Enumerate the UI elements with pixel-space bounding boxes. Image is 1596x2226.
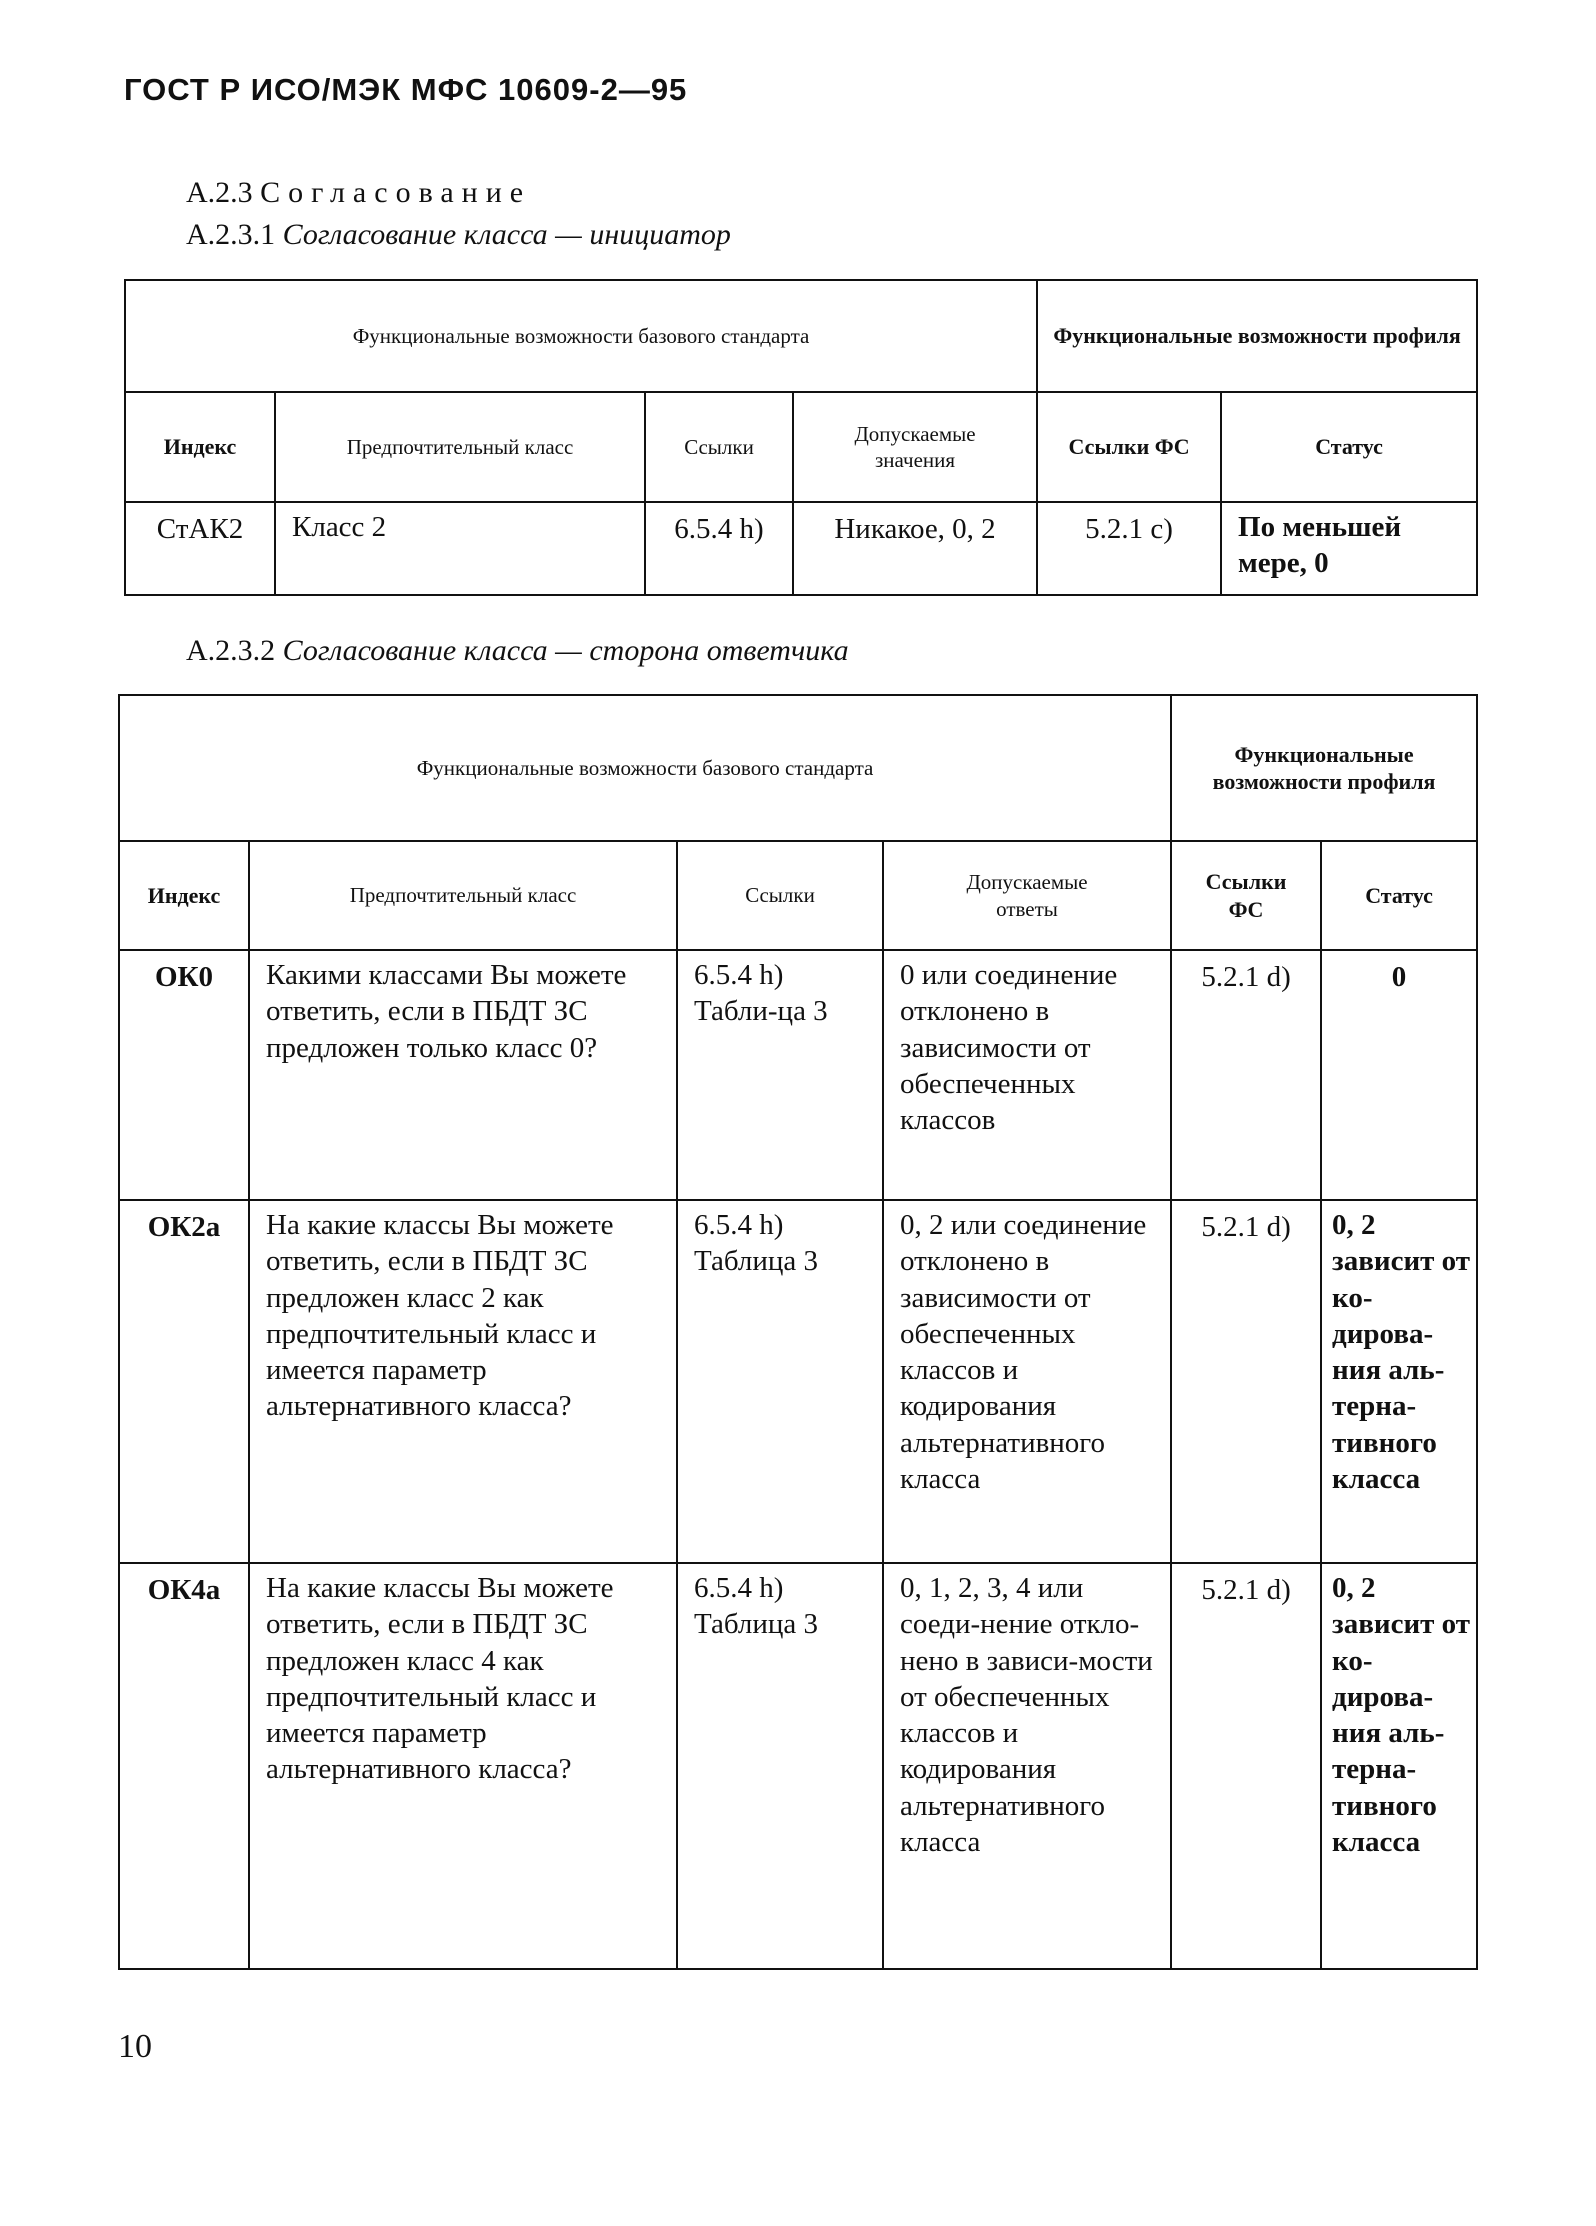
table2-col-class: Предпочтительный класс <box>249 841 677 950</box>
table1-cell-fs-refs: 5.2.1 c) <box>1037 502 1221 595</box>
table1-col-status: Статус <box>1221 392 1477 502</box>
table2-cell-refs: 6.5.4 h) Таблица 3 <box>677 1200 883 1563</box>
table2-cell-class: На какие классы Вы можете ответить, если в ПБДТ ЗС предложен класс 4 как предпочтительный класс и имеется параметр альтернативного класса? <box>249 1563 677 1969</box>
subsection-2-heading <box>186 634 849 668</box>
table1-col-fs-refs: Ссылки ФС <box>1037 392 1221 502</box>
table2-cell-status: 0 <box>1321 950 1477 1200</box>
table2-cell-answers: 0, 1, 2, 3, 4 или соеди-нение откло-нено в зависи-мости от обеспеченных классов и кодирования альтернативного класса <box>883 1563 1171 1969</box>
subsection-1-title: Согласование класса — инициатор <box>282 218 731 251</box>
class-negotiation-responder-table <box>118 694 1478 1970</box>
table-row <box>119 1200 1477 1563</box>
table2-cell-fs-refs: 5.2.1 d) <box>1171 950 1321 1200</box>
table2-cell-index: ОК2а <box>119 1200 249 1563</box>
table1-col-refs: Ссылки <box>645 392 793 502</box>
page-number: 10 <box>118 2028 152 2065</box>
table-row <box>119 950 1477 1200</box>
section-number: А.2.3 <box>186 176 253 209</box>
table2-cell-status: 0, 2 зависит от ко-дирова-ния аль-терна-тивного класса <box>1321 1563 1477 1969</box>
table1-group-base: Функциональные возможности базового стандарта <box>125 280 1037 392</box>
table2-col-answers: Допускаемые ответы <box>883 841 1171 950</box>
table2-cell-answers: 0, 2 или соединение отклонено в зависимости от обеспеченных классов и кодирования альтернативного класса <box>883 1200 1171 1563</box>
table-row <box>125 502 1477 595</box>
table2-cell-fs-refs: 5.2.1 d) <box>1171 1200 1321 1563</box>
table2-col-status: Статус <box>1321 841 1477 950</box>
section-title: Согласование <box>260 176 532 209</box>
table-row <box>119 1563 1477 1969</box>
table2-cell-fs-refs: 5.2.1 d) <box>1171 1563 1321 1969</box>
table1-cell-values: Никакое, 0, 2 <box>793 502 1037 595</box>
table2-col-fs-refs: Ссылки ФС <box>1171 841 1321 950</box>
subsection-1-heading <box>186 218 731 252</box>
table2-cell-refs: 6.5.4 h) Таблица 3 <box>677 1563 883 1969</box>
table2-cell-index: ОК4а <box>119 1563 249 1969</box>
document-header: ГОСТ Р ИСО/МЭК МФС 10609-2—95 <box>124 72 688 107</box>
table1-col-class: Предпочтительный класс <box>275 392 645 502</box>
table2-col-index: Индекс <box>119 841 249 950</box>
table1-col-values: Допускаемые значения <box>793 392 1037 502</box>
table2-cell-class: Какими классами Вы можете ответить, если в ПБДТ ЗС предложен только класс 0? <box>249 950 677 1200</box>
table2-cell-status: 0, 2 зависит от ко-дирова-ния аль-терна-тивного класса <box>1321 1200 1477 1563</box>
table2-group-profile: Функциональные возможности профиля <box>1171 695 1477 841</box>
subsection-2-title: Согласование класса — сторона ответчика <box>282 634 849 667</box>
table1-group-profile: Функциональные возможности профиля <box>1037 280 1477 392</box>
section-heading <box>186 176 531 210</box>
table2-cell-answers: 0 или соединение отклонено в зависимости от обеспеченных классов <box>883 950 1171 1200</box>
table1-col-index: Индекс <box>125 392 275 502</box>
table1-cell-index: СтАК2 <box>125 502 275 595</box>
table2-cell-refs: 6.5.4 h) Табли-ца 3 <box>677 950 883 1200</box>
class-negotiation-initiator-table <box>124 279 1478 596</box>
table2-group-base: Функциональные возможности базового стандарта <box>119 695 1171 841</box>
table2-col-refs: Ссылки <box>677 841 883 950</box>
subsection-1-number: А.2.3.1 <box>186 218 276 251</box>
table1-cell-refs: 6.5.4 h) <box>645 502 793 595</box>
table1-cell-status: По меньшей мере, 0 <box>1221 502 1477 595</box>
table1-cell-class: Класс 2 <box>275 502 645 595</box>
table2-cell-index: ОК0 <box>119 950 249 1200</box>
table2-cell-class: На какие классы Вы можете ответить, если в ПБДТ ЗС предложен класс 2 как предпочтительный класс и имеется параметр альтернативного класса? <box>249 1200 677 1563</box>
subsection-2-number: А.2.3.2 <box>186 634 276 667</box>
